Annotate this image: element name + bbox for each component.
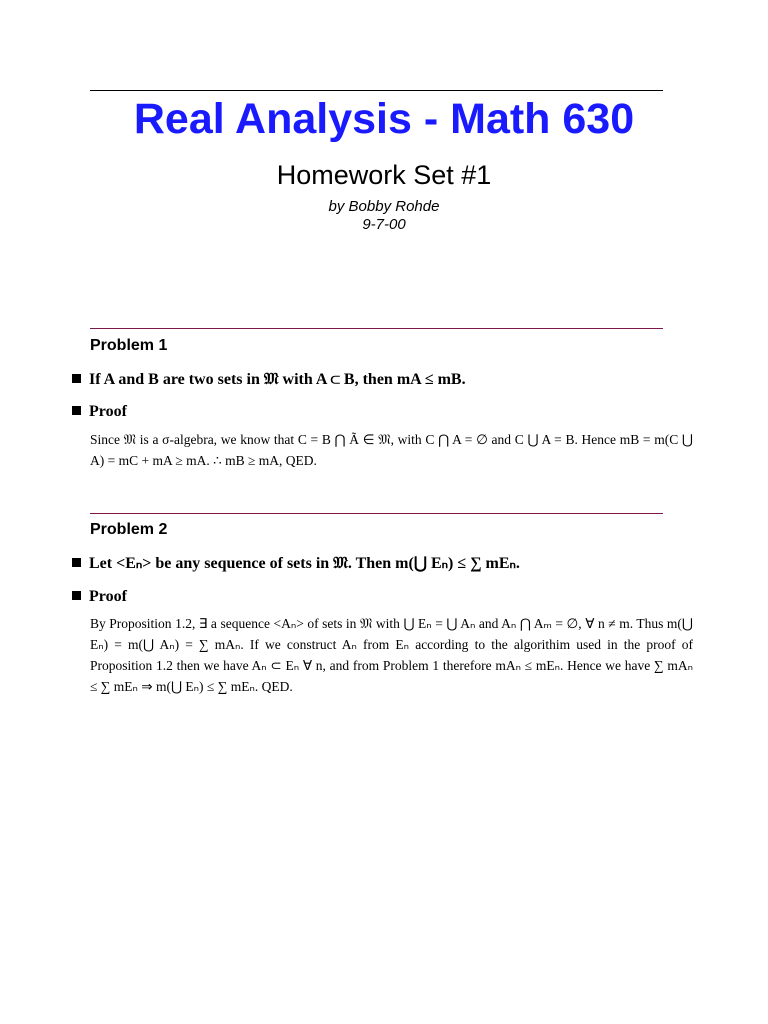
proof-label-text: Proof — [89, 588, 127, 605]
problem-1-statement-text: If A and B are two sets in 𝔐 with A ⊂ B, then mA ≤ mB. — [89, 371, 466, 388]
document-title: Real Analysis - Math 630 — [133, 95, 635, 143]
bullet-square-icon — [72, 591, 81, 600]
bullet-square-icon — [72, 406, 81, 415]
section-rule-1 — [90, 328, 663, 329]
document-subtitle: Homework Set #1 — [276, 160, 492, 190]
problem-1-proof-label — [72, 402, 127, 422]
bullet-square-icon — [72, 374, 81, 383]
problem-2-proof-label — [72, 587, 127, 607]
problem-2-statement — [72, 554, 692, 574]
bullet-square-icon — [72, 558, 81, 567]
problem-1-proof-text: Since 𝔐 is a σ-algebra, we know that C = B ⋂ Ã ∈ 𝔐, with C ⋂ A = ∅ and C ⋃ A = B. Hence mB = m(C ⋃ A) = mC + mA ≥ mA. ∴ mB ≥ mA, QED. — [90, 432, 693, 468]
problem-2-statement-text: Let <Eₙ> be any sequence of sets in 𝔐. Then m(⋃ Eₙ) ≤ ∑ mEₙ. — [89, 555, 520, 572]
section-rule-2 — [90, 513, 663, 514]
problem-2-heading: Problem 2 — [90, 521, 168, 538]
problem-1-heading: Problem 1 — [90, 337, 168, 354]
proof-label-text: Proof — [89, 403, 127, 420]
problem-1-statement — [72, 370, 692, 390]
author-line: by Bobby Rohde — [328, 198, 440, 215]
header-rule — [90, 90, 663, 91]
problem-2-proof-text: By Proposition 1.2, ∃ a sequence <Aₙ> of sets in 𝔐 with ⋃ Eₙ = ⋃ Aₙ and Aₙ ⋂ Aₘ = ∅, ∀ n ≠ m. Thus m(⋃ Eₙ) = m(⋃ Aₙ) = ∑ mAₙ. If we construct Aₙ from Eₙ according to the algorithim used in the proof of Proposition 1.2 then we have Aₙ ⊂ Eₙ ∀ n, and from Problem 1 therefore mAₙ ≤ mEₙ. Hence we have ∑ mAₙ ≤ ∑ mEₙ ⇒ m(⋃ Eₙ) ≤ ∑ mEₙ. QED. — [90, 616, 693, 694]
document-date: 9-7-00 — [362, 216, 406, 233]
